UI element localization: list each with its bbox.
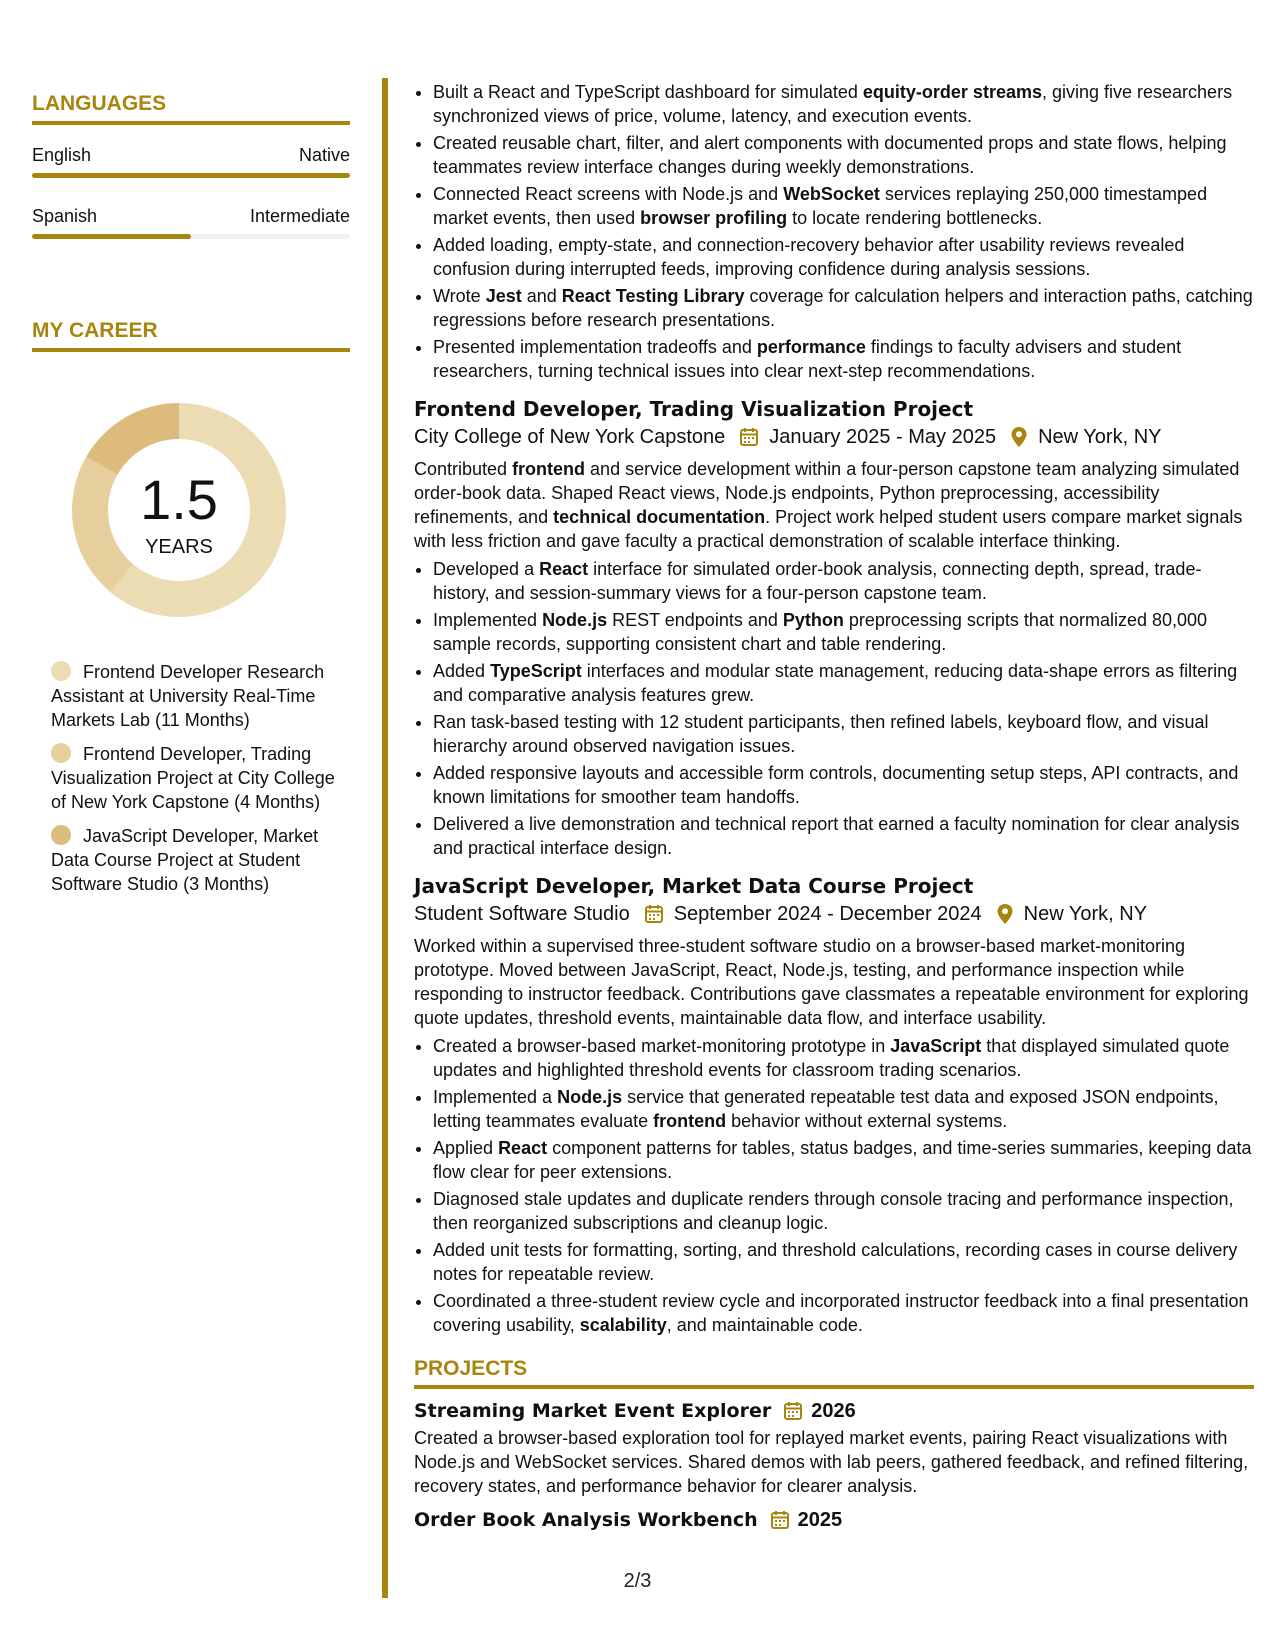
job-location: New York, NY bbox=[1023, 903, 1148, 925]
career-donut-chart bbox=[65, 396, 293, 624]
job-bullets bbox=[414, 1034, 1254, 1337]
text-run: Coordinated a three-student review cycle and incorporated instructor feedback into a final presentation covering usability, bbox=[433, 1291, 1249, 1335]
text-run: and bbox=[521, 286, 562, 306]
bold-text: Node.js bbox=[542, 610, 608, 630]
career-legend bbox=[51, 660, 350, 896]
job-title: Frontend Developer, Trading Visualization Project bbox=[414, 397, 974, 421]
calendar-icon bbox=[739, 427, 759, 447]
location-pin-icon bbox=[996, 903, 1014, 925]
calendar-icon bbox=[770, 1510, 790, 1530]
job-dates: September 2024 - December 2024 bbox=[673, 903, 982, 925]
job-dates: January 2025 - May 2025 bbox=[769, 426, 997, 448]
bullet-item bbox=[433, 812, 1254, 860]
left-column bbox=[32, 92, 350, 906]
text-run: service that generated repeatable test data and exposed JSON endpoints, letting teammates evaluate bbox=[433, 1087, 1219, 1131]
experience-jobs bbox=[414, 397, 1254, 1337]
text-run: Added loading, empty-state, and connection-recovery behavior after usability reviews revealed confusion during interrupted feeds, improving confidence during analysis sessions. bbox=[433, 235, 1185, 279]
text-run: Ran task-based testing with 12 student participants, then refined labels, keyboard flow, and visual hierarchy around observed navigation issues. bbox=[433, 712, 1209, 756]
text-run: . Project work helped student users compare market signals with less friction and gave faculty a practical demonstration of scalable interface thinking. bbox=[414, 507, 1243, 551]
bullet-item bbox=[433, 1289, 1254, 1337]
text-run: to locate rendering bottlenecks. bbox=[787, 208, 1043, 228]
text-run: preprocessing scripts that normalized 80,000 sample records, supporting consistent chart and table rendering. bbox=[433, 610, 1208, 654]
job-summary bbox=[414, 457, 1254, 553]
job-organization: Student Software Studio bbox=[414, 903, 630, 925]
bullet-item bbox=[433, 335, 1254, 383]
text-run: Added unit tests for formatting, sorting, and threshold calculations, recording cases in course delivery notes for repeatable review. bbox=[433, 1240, 1238, 1284]
text-run: component patterns for tables, status badges, and time-series summaries, keeping data flow clear for peer extensions. bbox=[433, 1138, 1252, 1182]
text-run: Implemented bbox=[433, 610, 543, 630]
language-proficiency-fill bbox=[32, 234, 191, 239]
bold-text: frontend bbox=[512, 459, 586, 479]
language-row bbox=[32, 206, 350, 227]
text-run: Applied bbox=[433, 1138, 499, 1158]
bold-text: React bbox=[539, 559, 589, 579]
career-total-value: 1.5 bbox=[140, 468, 218, 531]
language-proficiency-bar bbox=[32, 173, 350, 178]
text-run: that displayed simulated quote updates and highlighted threshold events for classroom trading scenarios. bbox=[433, 1036, 1230, 1080]
bullet-item bbox=[433, 1034, 1254, 1082]
bold-text: Node.js bbox=[557, 1087, 623, 1107]
bold-text: React bbox=[498, 1138, 548, 1158]
text-run: Added responsive layouts and accessible form controls, documenting setup steps, API contracts, and known limitations for smoother team handoffs. bbox=[433, 763, 1239, 807]
text-run: behavior without external systems. bbox=[726, 1111, 1008, 1131]
text-run: and service development within a four-person capstone team analyzing simulated order-book data. Shaped React views, Node.js endpoints, Python preprocessing, accessibility refinements, and bbox=[414, 459, 1240, 527]
location-pin-icon bbox=[996, 903, 1014, 925]
bold-text: WebSocket bbox=[783, 184, 880, 204]
bullet-item bbox=[433, 131, 1254, 179]
calendar-icon bbox=[783, 1401, 803, 1421]
calendar-icon bbox=[783, 1401, 803, 1421]
text-run: Created a browser-based market-monitoring prototype in bbox=[433, 1036, 891, 1056]
job-location: New York, NY bbox=[1038, 426, 1162, 448]
bullet-item bbox=[433, 557, 1254, 605]
text-run: Connected React screens with Node.js and bbox=[433, 184, 784, 204]
calendar-icon bbox=[770, 1510, 790, 1530]
text-run: Built a React and TypeScript dashboard for simulated bbox=[433, 82, 863, 102]
text-run: interfaces and modular state management, reducing data-shape errors as filtering and comparative analysis features grew. bbox=[433, 661, 1238, 705]
calendar-icon bbox=[644, 904, 664, 924]
project-year: 2025 bbox=[797, 1509, 843, 1531]
language-proficiency-fill bbox=[32, 173, 350, 178]
text-run: Added bbox=[433, 661, 491, 681]
career-legend-item bbox=[51, 742, 350, 814]
job-meta bbox=[414, 425, 1254, 449]
career-legend-item bbox=[51, 824, 350, 896]
bold-text: browser profiling bbox=[640, 208, 788, 228]
bold-text: frontend bbox=[653, 1111, 727, 1131]
legend-dot bbox=[51, 661, 71, 681]
bullet-item bbox=[433, 182, 1254, 230]
languages-title: LANGUAGES bbox=[32, 92, 350, 125]
bullet-item bbox=[433, 608, 1254, 656]
text-run: Delivered a live demonstration and technical report that earned a faculty nomination for clear analysis and practical interface design. bbox=[433, 814, 1240, 858]
page-number: 2/3 bbox=[623, 1570, 652, 1592]
bold-text: Python bbox=[782, 610, 844, 630]
bullet-item bbox=[433, 710, 1254, 758]
project-name bbox=[414, 1508, 1254, 1532]
text-run: services replaying 250,000 timestamped market events, then used bbox=[433, 184, 1208, 228]
language-name: English bbox=[32, 145, 92, 165]
location-pin-icon bbox=[1010, 426, 1028, 448]
bold-text: technical documentation bbox=[553, 507, 766, 527]
calendar-icon bbox=[644, 904, 664, 924]
projects-title: PROJECTS bbox=[414, 1357, 1254, 1389]
projects-list bbox=[414, 1399, 1254, 1532]
text-run: coverage for calculation helpers and interaction paths, catching regressions before research presentations. bbox=[433, 286, 1253, 330]
career-legend-label: Frontend Developer, Trading Visualization Project at City College of New York Capstone (4 Months) bbox=[51, 744, 335, 812]
bold-text: Jest bbox=[485, 286, 522, 306]
job-meta bbox=[414, 902, 1254, 926]
career-total-unit: YEARS bbox=[145, 536, 213, 558]
project-name bbox=[414, 1399, 1254, 1423]
language-name: Spanish bbox=[32, 206, 98, 226]
bullet-item bbox=[433, 284, 1254, 332]
bullet-item bbox=[433, 1238, 1254, 1286]
project-title: Order Book Analysis Workbench bbox=[414, 1509, 758, 1531]
text-run: Presented implementation tradeoffs and bbox=[433, 337, 757, 357]
job-title: JavaScript Developer, Market Data Course Project bbox=[414, 874, 974, 898]
text-run: , giving five researchers synchronized views of price, volume, latency, and execution events. bbox=[433, 82, 1233, 126]
bullet-item bbox=[433, 1187, 1254, 1235]
bold-text: TypeScript bbox=[490, 661, 582, 681]
bold-text: performance bbox=[756, 337, 866, 357]
bullet-item bbox=[433, 80, 1254, 128]
text-run: findings to faculty advisers and student researchers, turning technical issues into clear next-step recommendations. bbox=[433, 337, 1182, 381]
bullet-item bbox=[433, 1085, 1254, 1133]
project-title: Streaming Market Event Explorer bbox=[414, 1400, 772, 1422]
location-pin-icon bbox=[1010, 426, 1028, 448]
text-run: Diagnosed stale updates and duplicate renders through console tracing and performance inspection, then reorganized subscriptions and cleanup logic. bbox=[433, 1189, 1234, 1233]
donut-slice bbox=[86, 403, 179, 475]
bullet-item bbox=[433, 761, 1254, 809]
text-run: Created reusable chart, filter, and alert components with documented props and state flows, helping teammates review interface changes during weekly demonstrations. bbox=[433, 133, 1227, 177]
text-run: interface for simulated order-book analysis, connecting depth, spread, trade-history, and session-summary views for a four-person capstone team. bbox=[433, 559, 1202, 603]
text-run: Implemented a bbox=[433, 1087, 558, 1107]
experience-bullets bbox=[414, 80, 1254, 383]
column-divider bbox=[382, 78, 388, 1598]
legend-dot bbox=[51, 743, 71, 763]
language-level: Intermediate bbox=[249, 206, 350, 226]
calendar-icon bbox=[739, 427, 759, 447]
bold-text: JavaScript bbox=[890, 1036, 982, 1056]
text-run: Wrote bbox=[433, 286, 486, 306]
text-run: Contributed bbox=[414, 459, 513, 479]
bold-text: React Testing Library bbox=[561, 286, 745, 306]
job-bullets bbox=[414, 557, 1254, 860]
language-level: Native bbox=[298, 145, 350, 165]
bullet-item bbox=[433, 1136, 1254, 1184]
project-description: Created a browser-based exploration tool for replayed market events, pairing React visualizations with Node.js and WebSocket services. Shared demos with lab peers, gathered feedback, and refined filtering, recovery states, and performance behavior for clearer analysis. bbox=[414, 1428, 1249, 1496]
text-run: Worked within a supervised three-student software studio on a browser-based market-monitoring prototype. Moved between JavaScript, React, Node.js, testing, and performance inspection while responding to instructor feedback. Contributions gave classmates a repeatable environment for exploring quote updates, threshold events, maintainable data flow, and interface usability. bbox=[414, 936, 1249, 1028]
job-summary bbox=[414, 934, 1254, 1030]
right-column bbox=[414, 80, 1254, 1535]
career-legend-item bbox=[51, 660, 350, 732]
text-run: , and maintainable code. bbox=[666, 1315, 863, 1335]
bullet-item bbox=[433, 233, 1254, 281]
job-organization: City College of New York Capstone bbox=[414, 426, 726, 448]
text-run: Developed a bbox=[433, 559, 540, 579]
languages-list bbox=[32, 145, 350, 239]
career-title: MY CAREER bbox=[32, 319, 350, 352]
text-run: REST endpoints and bbox=[607, 610, 783, 630]
bold-text: scalability bbox=[579, 1315, 667, 1335]
bullet-item bbox=[433, 659, 1254, 707]
language-row bbox=[32, 145, 350, 166]
bold-text: equity-order streams bbox=[862, 82, 1042, 102]
language-proficiency-bar bbox=[32, 234, 350, 239]
career-legend-label: JavaScript Developer, Market Data Course Project at Student Software Studio (3 Months) bbox=[51, 826, 319, 894]
project-year: 2026 bbox=[811, 1400, 856, 1422]
career-legend-label: Frontend Developer Research Assistant at University Real-Time Markets Lab (11 Months) bbox=[51, 662, 325, 730]
legend-dot bbox=[51, 825, 71, 845]
